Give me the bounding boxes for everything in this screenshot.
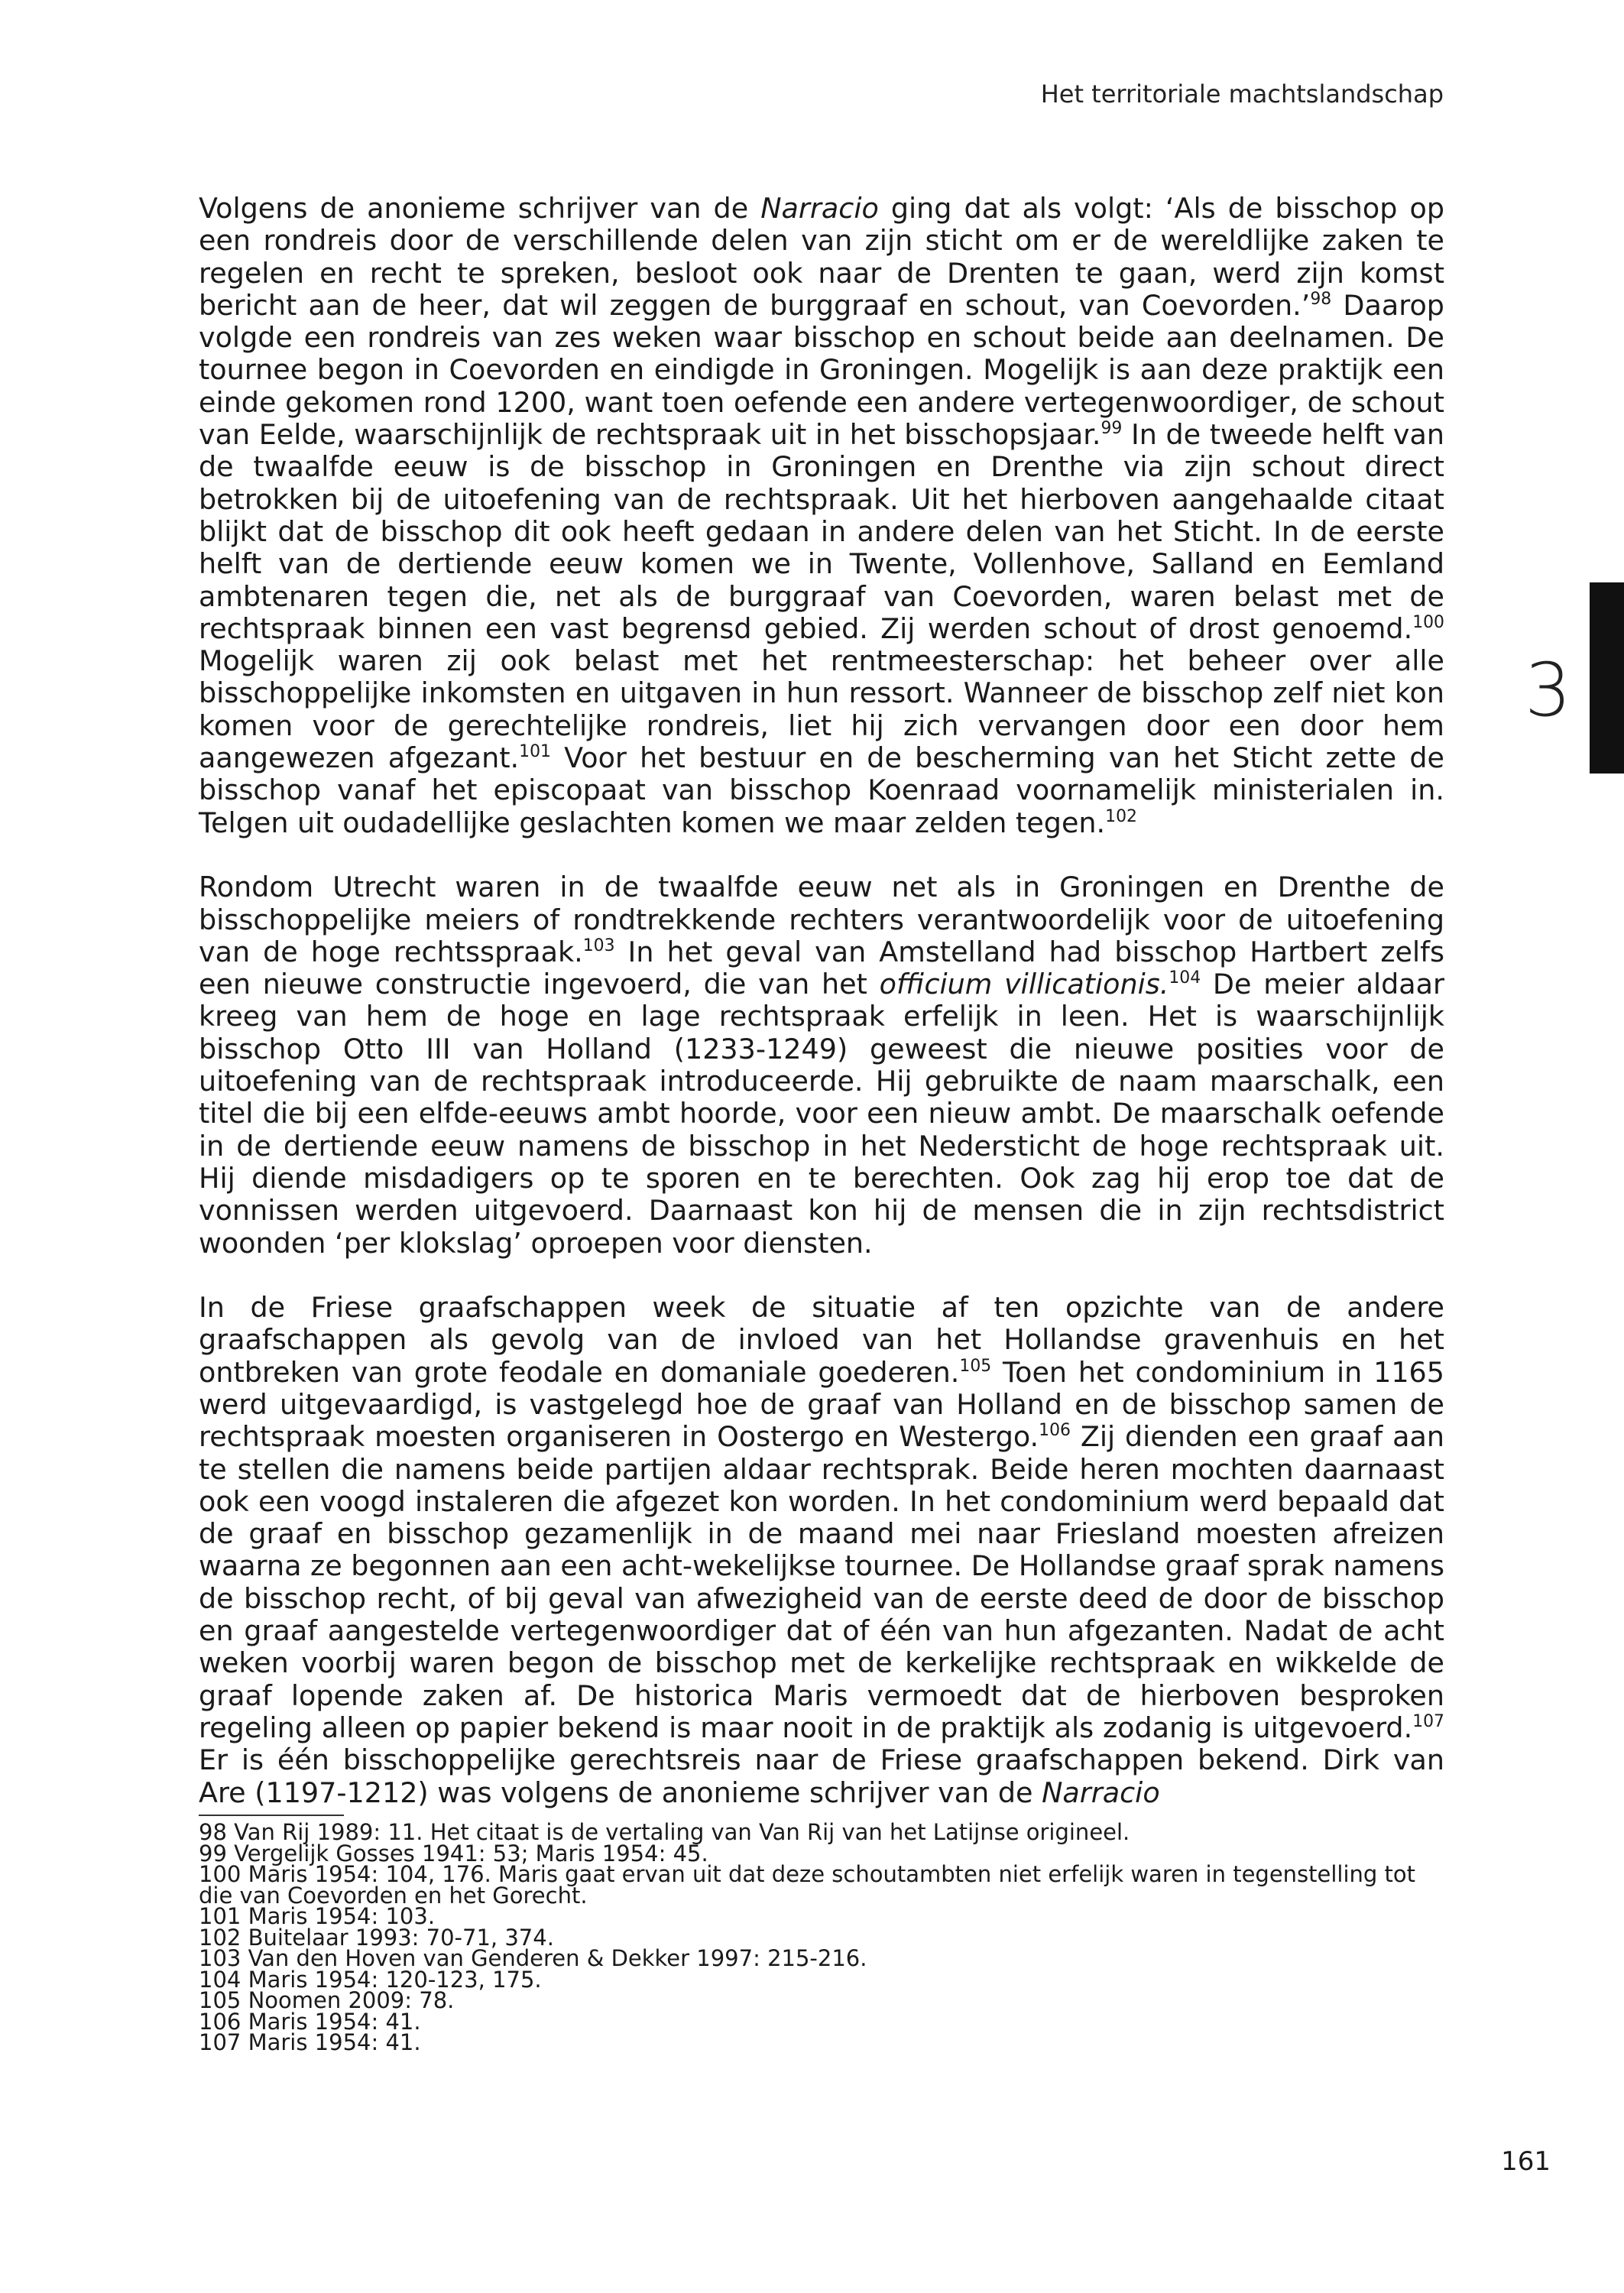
body-paragraph [199,1292,1444,1809]
running-head: Het territoriale machtslandschap [1040,79,1444,109]
footnote-number: 105 [199,1987,241,2013]
footnote-text: Maris 1954: 103. [248,1903,436,1929]
italic-text: Narracio [760,192,879,225]
footnote-text: Maris 1954: 104, 176. Maris gaat ervan uit dat deze schoutambten niet erfelijk waren in tegenstelling tot die van Coevorden en het Gorecht. [199,1861,1416,1909]
footnote-number: 103 [199,1945,241,1971]
footnote-text: Vergelijk Gosses 1941: 53; Maris 1954: 45. [234,1840,708,1867]
footnote-number: 101 [199,1903,241,1929]
footnote-text: Van den Hoven van Genderen & Dekker 1997: 215-216. [248,1945,867,1971]
text-run: In de Friese graafschappen week de situatie af ten opzichte van de andere graafschappen als gevolg van de invloed van het Hollandse gravenhuis en het ontbreken van grote feodale en domaniale goederen. [199,1291,1444,1389]
text-run: Mogelijk waren zij ook belast met het rentmeesterschap: het beheer over alle bisschoppelijke inkomsten en uitgaven in hun ressort. Wanneer de bisschop zelf niet kon komen voor de gerechtelijke rondreis, liet hij zich vervangen door een door hem aangewezen afgezant. [199,644,1444,775]
footnote-number: 100 [199,1861,241,1887]
footnotes [199,1819,1444,2055]
text-run: Zij dienden een graaf aan te stellen die namens beide partijen aldaar rechtsprak. Beide heren mochten daarnaast ook een voogd instaleren die afgezet kon worden. In het condominium werd bepaald dat de graaf en bisschop gezamenlijk in de maand mei naar Friesland moesten afreizen waarna ze begonnen aan een acht-wekelijkse tournee. De Hollandse graaf sprak namens de bisschop recht, of bij geval van afwezigheid van de eerste deed de door de bisschop en graaf aangestelde vertegenwoordiger dat of één van hun afgezanten. Nadat de acht weken voorbij waren begon de bisschop met de kerkelijke rechtspraak en wikkelde de graaf lopende zaken af. De historica Maris vermoedt dat de hierboven besproken regeling alleen op papier bekend is maar nooit in de praktijk als zodanig is uitgevoerd. [199,1420,1444,1744]
text-run: In het geval van Amstelland had bisschop Hartbert zelfs een nieuwe constructie ingevoerd, die van het [199,935,1444,1001]
footnote-reference: 103 [582,936,615,955]
text-run: Voor het bestuur en de bescherming van het Sticht zette de bisschop vanaf het episcopaat van bisschop Koenraad voornamelijk ministerialen in. Telgen uit oudadellijke geslachten komen we maar zelden tegen. [199,741,1444,839]
text-run: ging dat als volgt: ‘Als de bisschop op een rondreis door de verschillende delen van zijn sticht om er de wereldlijke zaken te regelen en recht te spreken, besloot ook naar de Drenten te gaan, werd zijn komst bericht aan de heer, dat wil zeggen de burggraaf en schout, van Coevorden.’ [199,192,1444,322]
footnote-reference: 99 [1100,418,1123,438]
text-run: De meier aldaar kreeg van hem de hoge en lage rechtspraak erfelijk in leen. Het is waarschijnlijk bisschop Otto III van Holland (1233-1249) geweest die nieuwe posities voor de uitoefening van de rechtspraak introduceerde. Hij gebruikte de naam maarschalk, een titel die bij een elfde-eeuws ambt hoorde, voor een nieuw ambt. De maarschalk oefende in de dertiende eeuw namens de bisschop in het Nedersticht de hoge rechtspraak uit. Hij diende misdadigers op te sporen en te berechten. Ook zag hij erop toe dat de vonnissen werden uitgevoerd. Daarnaast kon hij de mensen die in zijn rechtsdistrict woonden ‘per klokslag’ oproepen voor diensten. [199,968,1444,1260]
body-paragraph [199,193,1444,839]
body-paragraph [199,871,1444,1260]
footnote-reference: 106 [1039,1421,1071,1441]
footnote-divider [199,1815,344,1816]
text-run: Rondom Utrecht waren in de twaalfde eeuw net als in Groningen en Drenthe de bisschoppelijke meiers of rondtrekkende rechters verantwoordelijk voor de uitoefening van de hoge rechtsspraak. [199,871,1444,968]
footnote-number: 99 [199,1840,227,1867]
chapter-tab-marker [1590,582,1624,774]
footnote-number: 104 [199,1966,241,1993]
footnote-text: Buitelaar 1993: 70-71, 374. [248,1924,554,1951]
footnote-reference: 101 [519,741,551,761]
footnote-reference: 98 [1310,289,1332,309]
text-run: Er is één bisschoppelijke gerechtsreis naar de Friese graafschappen bekend. Dirk van Are (1197-1212) was volgens de anonieme schrijver van de [199,1743,1444,1809]
footnote-text: Van Rij 1989: 11. Het citaat is de vertaling van Van Rij van het Latijnse origineel. [234,1819,1130,1845]
italic-text: officium villicationis. [879,968,1169,1001]
text-run: Toen het condominium in 1165 werd uitgevaardigd, is vastgelegd hoe de graaf van Holland en de bisschop samen de rechtspraak moesten organiseren in Oostergo en Westergo. [199,1355,1444,1454]
footnote-text: Noomen 2009: 78. [248,1987,455,2013]
italic-text: Narracio [1042,1776,1160,1809]
footnote-number: 102 [199,1924,241,1951]
footnote-reference: 107 [1412,1711,1444,1731]
footnote [199,1861,1444,1909]
footnote-reference: 102 [1105,806,1137,826]
footnote-reference: 100 [1412,612,1444,632]
footnote-reference: 104 [1169,968,1201,988]
footnote-number: 106 [199,2008,241,2035]
body-text [199,193,1444,1809]
page-number: 161 [1501,2146,1551,2177]
footnote-number: 107 [199,2029,241,2055]
footnote-text: Maris 1954: 120-123, 175. [248,1966,542,1993]
footnote-text: Maris 1954: 41. [248,2029,421,2055]
footnote [199,2029,1444,2055]
text-run: In de tweede helft van de twaalfde eeuw is de bisschop in Groningen en Drenthe via zijn schout direct betrokken bij de uitoefening van de rechtspraak. Uit het hierboven aangehaalde citaat blijkt dat de bisschop dit ook heeft gedaan in andere delen van het Sticht. In de eerste helft van de dertiende eeuw komen we in Twente, Vollenhove, Salland en Eemland ambtenaren tegen die, net als de burggraaf van Coevorden, waren belast met de rechtspraak binnen een vast begrensd gebied. Zij werden schout of drost genoemd. [199,418,1444,645]
footnote-number: 98 [199,1819,227,1845]
text-run: Daarop volgde een rondreis van zes weken waar bisschop en schout beide aan deelnamen. De tournee begon in Coevorden en eindigde in Groningen. Mogelijk is aan deze praktijk een einde gekomen rond 1200, want toen oefende een andere vertegenwoordiger, de schout van Eelde, waarschijnlijk de rechtspraak uit in het bisschopsjaar. [199,288,1444,452]
footnote-text: Maris 1954: 41. [248,2008,421,2035]
footnote-reference: 105 [959,1356,992,1376]
text-run: Volgens de anonieme schrijver van de [199,192,761,225]
chapter-number: 3 [1525,647,1572,733]
